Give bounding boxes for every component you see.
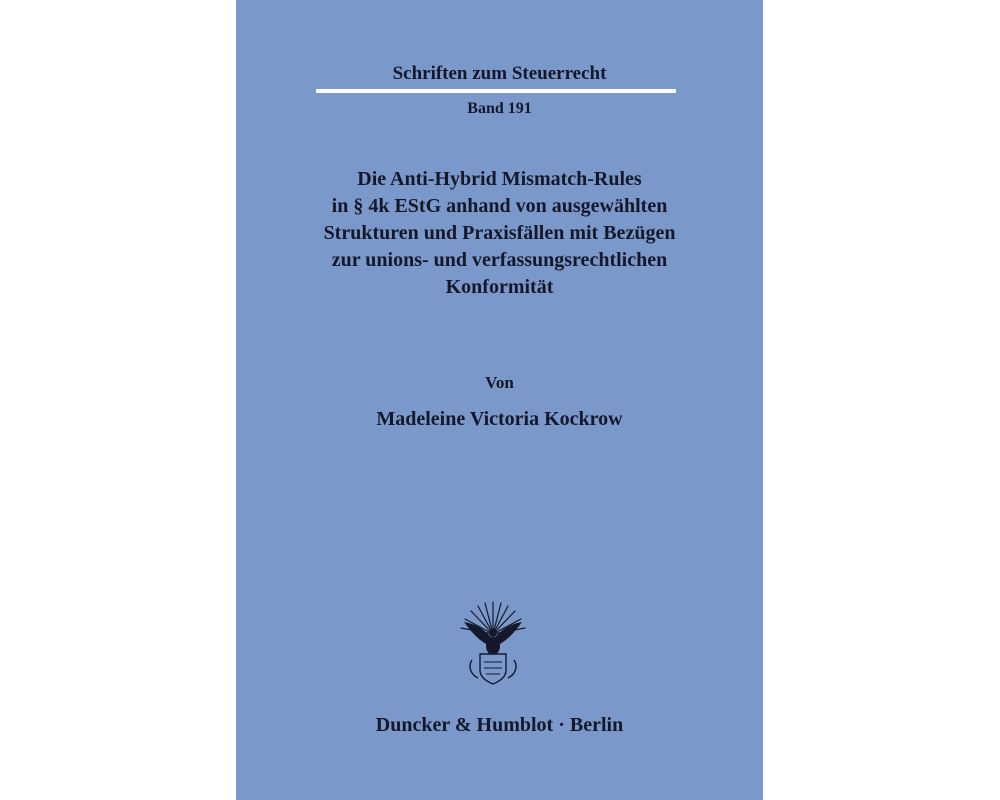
title-line: zur unions- und verfassungsrechtlichen (331, 249, 668, 271)
title-line: Konformität (445, 276, 554, 298)
title-line: in § 4k EStG anhand von ausgewählten (331, 195, 668, 217)
series-title: Schriften zum Steuerrecht (392, 63, 607, 84)
volume-number: Band 191 (467, 100, 532, 117)
author-name: Madeleine Victoria Kockrow (376, 408, 623, 430)
eagle-emblem-icon (458, 600, 528, 690)
by-label: Von (485, 373, 514, 392)
divider-rule (316, 89, 676, 93)
book-title (236, 166, 763, 301)
title-line: Die Anti-Hybrid Mismatch-Rules (357, 168, 642, 190)
title-line: Strukturen und Praxisfällen mit Bezügen (323, 222, 676, 244)
book-cover (236, 0, 763, 800)
publisher-line: Duncker & Humblot · Berlin (375, 714, 624, 736)
